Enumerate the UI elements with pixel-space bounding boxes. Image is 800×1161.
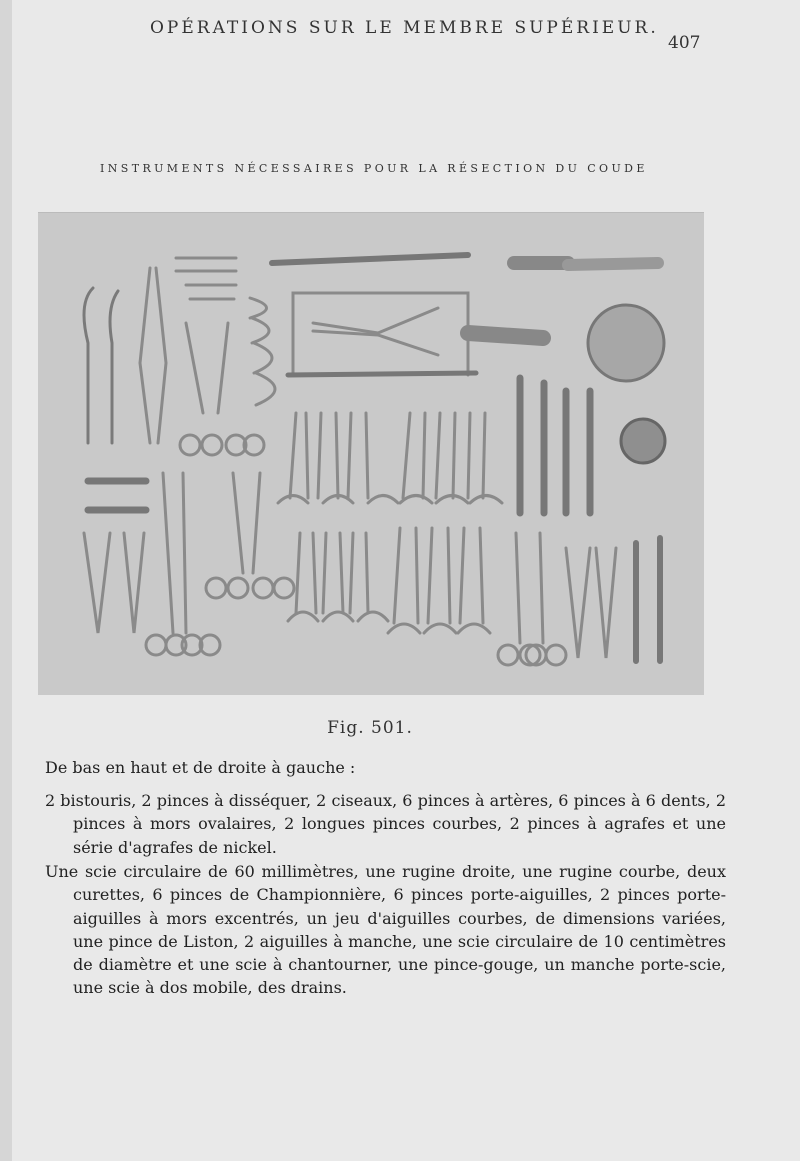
instruments-illustration xyxy=(38,213,704,695)
plate-title: INSTRUMENTS NÉCESSAIRES POUR LA RÉSECTION DU COUDE xyxy=(100,162,648,175)
paragraph-1: 2 bistouris, 2 pinces à disséquer, 2 ciseaux, 6 pinces à artères, 6 pinces à 6 dents, 2 pinces à mors ovalaires, 2 longues pinces courbes, 2 pinces à agrafes et une série d'agrafes de nickel. xyxy=(45,791,726,857)
intro-line: De bas en haut et de droite à gauche : xyxy=(45,758,356,777)
figure-caption: Fig. 501. xyxy=(327,718,413,738)
paragraph-2: Une scie circulaire de 60 millimètres, une rugine droite, une rugine courbe, deux curettes, 6 pinces de Championnière, 6 pinces porte-aiguilles, 2 pinces porte-aiguilles à mors excentrés, un jeu d'aiguilles courbes, de dimensions variées, une pince de Liston, 2 aiguilles à manche, une scie circulaire de 10 centimètres de diamètre et une scie à chantourner, une pince-gouge, un manche porte-scie, une scie à dos mobile, des drains. xyxy=(45,862,726,998)
page-edge-shadow xyxy=(0,0,12,1161)
page-number: 407 xyxy=(668,33,701,53)
running-title: OPÉRATIONS SUR LE MEMBRE SUPÉRIEUR. xyxy=(150,18,659,38)
instruments-photograph xyxy=(38,212,704,695)
